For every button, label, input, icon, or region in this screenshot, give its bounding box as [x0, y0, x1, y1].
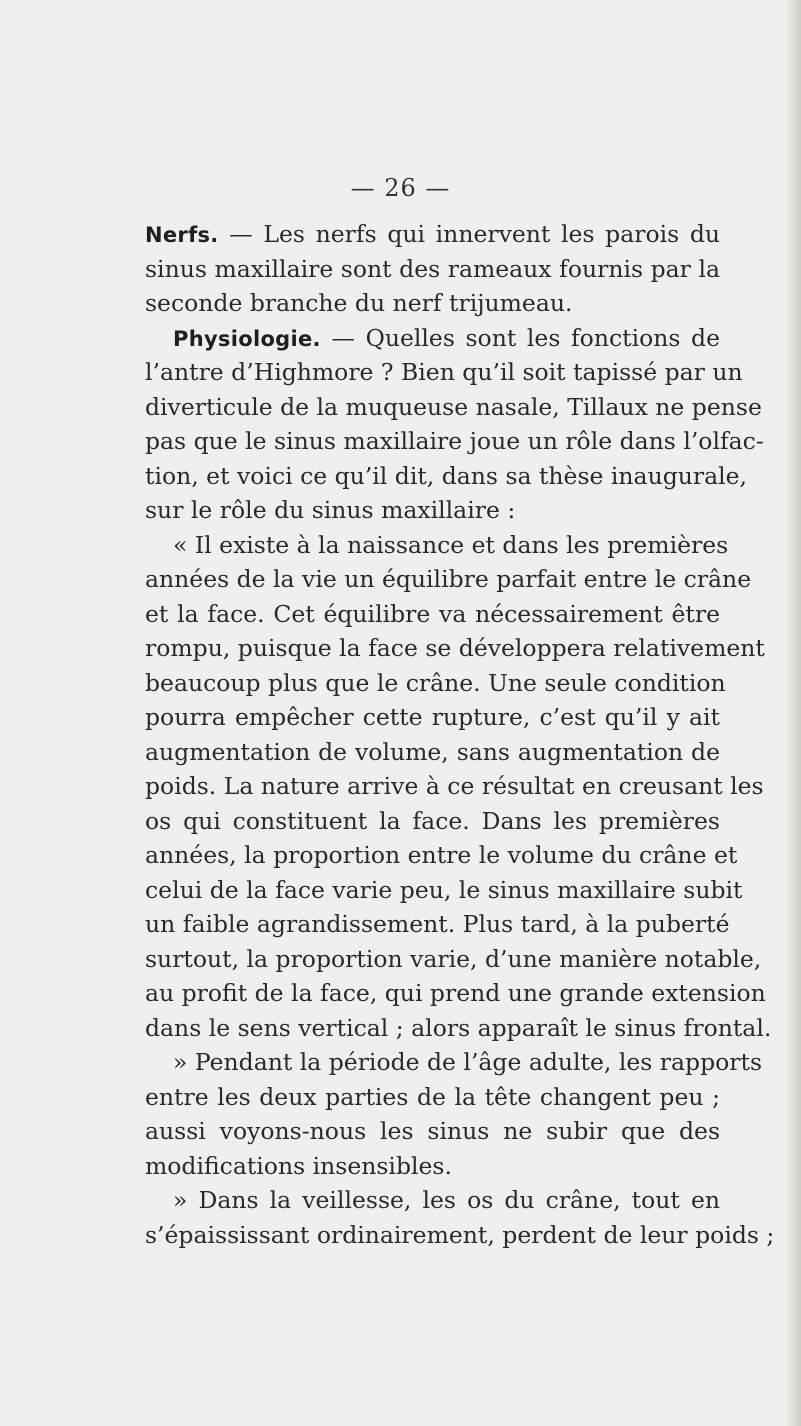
text-line: poids. La nature arrive à ce résultat en creusant les — [145, 772, 764, 800]
text-line: un faible agrandissement. Plus tard, à la puberté — [145, 910, 730, 938]
text-line: seconde branche du nerf trijumeau. — [145, 289, 573, 317]
text-line: et la face. Cet équilibre va nécessairement être — [145, 599, 720, 628]
text-line: » Dans la veillesse, les os du crâne, tout en — [173, 1186, 720, 1214]
section-heading-physiologie: Physiologie. — [173, 326, 321, 351]
text-line: os qui constituent la face. Dans les premières — [145, 806, 720, 835]
page-edge-shadow — [785, 0, 801, 1426]
text-line: rompu, puisque la face se développera relativement — [145, 634, 765, 662]
text-line: » Pendant la période de l’âge adulte, les rapports — [173, 1048, 763, 1076]
text-line: sur le rôle du sinus maxillaire : — [145, 496, 516, 524]
text-line: entre les deux parties de la tête changent peu ; — [145, 1082, 720, 1111]
text-line: pas que le sinus maxillaire joue un rôle dans l’olfac- — [145, 427, 764, 455]
body-text — [145, 217, 775, 1252]
text-line: Physiologie. — Quelles sont les fonctions de — [173, 323, 720, 352]
text-line: aussi voyons-nous les sinus ne subir que des — [145, 1117, 720, 1145]
text-line: pourra empêcher cette rupture, c’est qu’il y ait — [145, 703, 720, 731]
section-heading-nerfs: Nerfs. — [145, 223, 219, 247]
text-line: années, la proportion entre le volume du crâne et — [145, 841, 738, 869]
text-line: au profit de la face, qui prend une grande extension — [145, 979, 766, 1007]
text-line: Nerfs. — Les nerfs qui innervent les parois du — [145, 220, 720, 248]
text-line: dans le sens vertical ; alors apparaît le sinus frontal. — [145, 1013, 772, 1042]
page-number: — 26 — — [350, 174, 451, 202]
text-line: beaucoup plus que le crâne. Une seule condition — [145, 668, 726, 697]
text-line: s’épaississant ordinairement, perdent de leur poids ; — [145, 1220, 775, 1249]
text-line: diverticule de la muqueuse nasale, Tillaux ne pense — [145, 392, 762, 421]
text-line: augmentation de volume, sans augmentation de — [145, 737, 720, 766]
text-line: années de la vie un équilibre parfait entre le crâne — [145, 565, 752, 593]
text-line: « Il existe à la naissance et dans les premières — [173, 530, 729, 559]
text-line: celui de la face varie peu, le sinus maxillaire subit — [145, 875, 743, 904]
text-line: tion, et voici ce qu’il dit, dans sa thèse inaugurale, — [145, 461, 748, 490]
text-line: modifications insensibles. — [145, 1151, 452, 1180]
text-line: surtout, la proportion varie, d’une manière notable, — [145, 944, 762, 973]
text-line: l’antre d’Highmore ? Bien qu’il soit tapissé par un — [145, 358, 743, 386]
text-line: sinus maxillaire sont des rameaux fournis par la — [145, 254, 720, 283]
